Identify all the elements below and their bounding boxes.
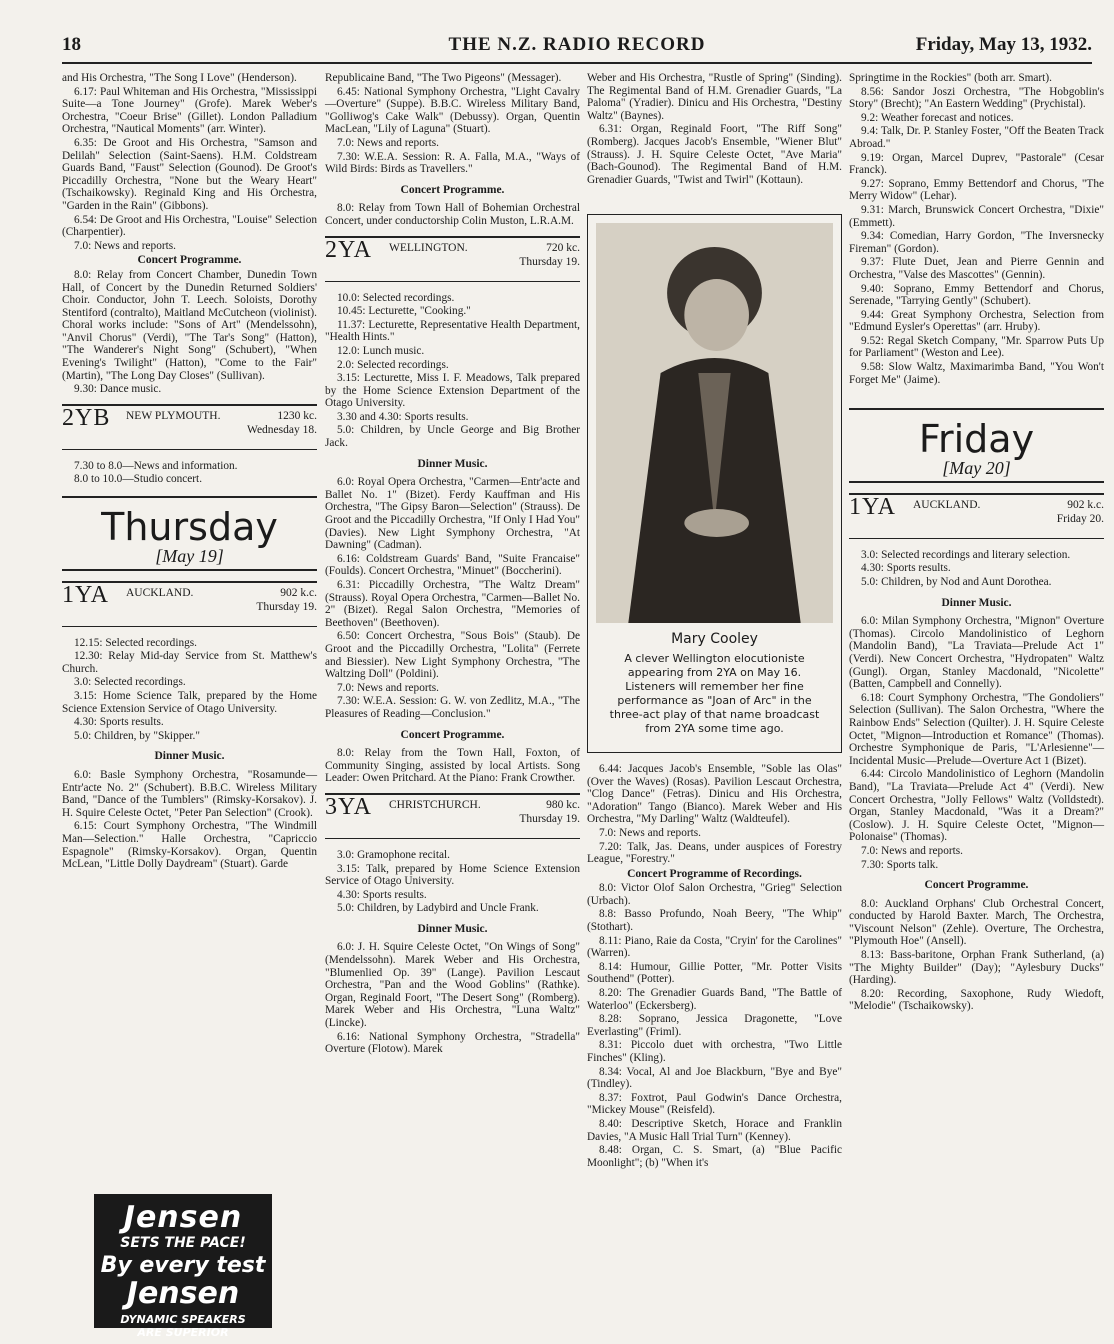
station-city: AUCKLAND. (913, 498, 981, 511)
section-heading: Concert Programme of Recordings. (627, 867, 802, 880)
ad-slogan: SETS THE PACE! (120, 1235, 246, 1251)
ad-brand: Jensen (123, 1200, 243, 1235)
station-header-2yb (62, 404, 317, 450)
ad-slogan-2: By every test (100, 1253, 266, 1278)
program-entry: 8.40: Descriptive Sketch, Horace and Franklin Davies, "A Music Hall Trial Turn" (Kenney). (587, 1117, 842, 1143)
program-entry: 6.35: De Groot and His Orchestra, "Samson and Delilah" Selection (Saint-Saens). H.M. Coldstream Guards Band, "Faust" Selection (Gounod). De Groot's Piccadilly Orchestra, "None but the Weary Heart" (Tschaikowsky). Reginald King and His Orchestra, "Garden in the Rain" (Gibbons). (62, 136, 317, 212)
program-entry: 9.52: Regal Sketch Company, "Mr. Sparrow Puts Up for Parliament" (Weston and Lee). (849, 334, 1104, 360)
program-entry: 9.40: Soprano, Emmy Bettendorf and Chorus, Serenade, "Tarrying Gently" (Schubert). (849, 282, 1104, 308)
program-entry: 6.0: Basle Symphony Orchestra, "Rosamunde—Entr'acte No. 2" (Schubert). B.B.C. Wireless Military Band, "Dance of the Tumblers" (Rimsky-Korsakov). J. H. Squire Celeste Octet, "Peter Pan Selection" (Crook). (62, 768, 317, 819)
program-entry: 7.0: News and reports. (861, 844, 963, 857)
program-entry: 3.15: Lecturette, Miss I. F. Meadows, Talk prepared by the Home Science Extension Department of the Otago University. (325, 372, 580, 410)
program-entry: 8.13: Bass-baritone, Orphan Frank Sutherland, (a) "The Mighty Builder" (Day); "Aylesbury Ducks" (Harding). (849, 949, 1104, 987)
program-entry: 6.44: Circolo Mandolinistico of Leghorn (Mandolin Band), "La Traviata—Prelude Act 4" (Verdi). New Concert Orchestra, "Jolly Fellows" Waltz (Volldstedt). Organ, Stanley Macdonald, "Was it a Dream?" (Coslow). J. H. Squire Celeste Octet, "Mignon—Polonaise" (Thomas). (849, 768, 1104, 844)
page-number: 18 (62, 34, 81, 55)
program-entry: 7.20: Talk, Jas. Deans, under auspices of Forestry League, "Forestry." (587, 840, 842, 866)
station-code: 2YB (62, 404, 111, 431)
program-entry: 7.0: News and reports. (337, 681, 439, 694)
program-entry: 9.2: Weather forecast and notices. (861, 111, 1014, 124)
column-2 (325, 72, 580, 1057)
program-entry: 7.30: Sports talk. (861, 858, 939, 871)
station-header-1ya-friday (849, 493, 1104, 539)
program-entry: 8.37: Foxtrot, Paul Godwin's Dance Orchestra, "Mickey Mouse" (Reisfeld). (587, 1091, 842, 1117)
program-entry: 8.20: Recording, Saxophone, Rudy Wiedoft, "Melodie" (Tschaikowsky). (849, 987, 1104, 1013)
program-entry: 6.0: J. H. Squire Celeste Octet, "On Wings of Song" (Mendelssohn). Marek Weber and His Orchestra, "Blumenlied Op. 39" (Lange). Pavilion Lescaut Orchestra, "Pan and the Wood Goblins" (Rathke). Organ, Reginald Foort, "The Desert Song" (Romberg). Marek Weber and His Orchestra, "Luna Waltz" (Lincke). (325, 941, 580, 1030)
program-entry: 2.0: Selected recordings. (337, 358, 449, 371)
program-entry: 3.0: Selected recordings and literary selection. (861, 548, 1071, 561)
program-entry: 9.4: Talk, Dr. P. Stanley Foster, "Off the Beaten Track Abroad." (849, 125, 1104, 150)
station-code: 1YA (849, 493, 897, 520)
day-name: Friday (918, 417, 1035, 462)
program-entry: 11.37: Lecturette, Representative Health Department, "Health Hints." (325, 318, 580, 344)
program-entry: 9.27: Soprano, Emmy Bettendorf and Chorus, "The Merry Widow" (Lehar). (849, 177, 1104, 203)
program-entry: 9.30: Dance music. (74, 383, 162, 396)
program-entry: 6.31: Piccadilly Orchestra, "The Waltz Dream" (Strauss). Royal Opera Orchestra, "Carmen—Ballet No. 2" (Bizet). Regal Salon Orchestra, "Memories of Beethoven" (Beethoven). (325, 579, 580, 629)
station-header-3ya (325, 793, 580, 839)
day-date: [May 20] (942, 458, 1011, 479)
program-entry: 12.30: Relay Mid-day Service from St. Matthew's Church. (62, 650, 317, 675)
program-entry: 6.0: Milan Symphony Orchestra, "Mignon" Overture (Thomas). Circolo Mandolinistico of Leghorn (Mandolin Band), "La Traviata—Prelude Act 1" (Verdi). New Concert Orchestra, "Hydropaten" Waltz (Gungl). Organ, Stanley Macdonald, "Nicolette" (Batten, Campbell and Connelly). (849, 615, 1104, 691)
program-entry: 8.31: Piccolo duet with orchestra, "Two Little Finches" (Kling). (587, 1039, 842, 1064)
section-heading: Concert Programme. (137, 254, 242, 267)
station-code: 2YA (325, 236, 373, 263)
column-4 (849, 72, 1104, 1014)
portrait-photo (596, 223, 833, 623)
station-frequency: 902 k.c. (280, 586, 317, 599)
program-entry: 7.0: News and reports. (599, 826, 701, 839)
program-entry: 8.8: Basso Profundo, Noah Beery, "The Whip" (Stothart). (587, 908, 842, 934)
program-entry: 8.0: Relay from the Town Hall, Foxton, of Community Singing, assisted by local Artists. Song Leader: Owen Pritchard. At the Piano: Frank Crowther. (325, 747, 580, 785)
program-entry: 8.0: Auckland Orphans' Club Orchestral Concert, conducted by Harold Baxter. March, The Orchestra, "Viscount Nelson" (Zehle). Overture, The Orchestra, "Plymouth Hoe" (Ansell). (849, 897, 1104, 948)
column-3 (587, 72, 842, 1170)
program-entry: 8.56: Sandor Joszi Orchestra, "The Hobgoblin's Story" (Brecht); "An Eastern Wedding" (Prychistal). (849, 85, 1104, 111)
program-entry: 7.30: W.E.A. Session: R. A. Falla, M.A., "Ways of Wild Birds: Birds as Travellers." (325, 150, 580, 176)
day-heading-friday (849, 408, 1104, 483)
section-heading: Dinner Music. (941, 596, 1012, 609)
program-entry: 10.45: Lecturette, "Cooking." (337, 305, 471, 318)
program-entry: 10.0: Selected recordings. (337, 291, 455, 304)
station-day: Thursday 19. (519, 255, 580, 268)
station-city: NEW PLYMOUTH. (126, 409, 221, 422)
program-entry: 6.54: De Groot and His Orchestra, "Louise" Selection (Charpentier). (62, 213, 317, 239)
station-frequency: 902 k.c. (1067, 498, 1104, 511)
program-entry: 8.28: Soprano, Jessica Dragonette, "Love Everlasting" (Friml). (587, 1013, 842, 1038)
day-date: [May 19] (155, 546, 224, 567)
program-entry: 6.45: National Symphony Orchestra, "Light Cavalry—Overture" (Suppe). B.B.C. Wireless Military Band, "Golliwog's Cake Walk" (Debussy). Organ, Quentin MacLean, "Lily of Laguna" (Stuart). (325, 85, 580, 136)
program-entry: 7.30: W.E.A. Session: G. W. von Zedlitz, M.A., "The Pleasures of Reading—Conclusion." (325, 695, 580, 720)
program-entry: 12.15: Selected recordings. (74, 636, 197, 649)
program-entry: 8.11: Piano, Raie da Costa, "Cryin' for the Carolines" (Warren). (587, 934, 842, 960)
program-entry: Springtime in the Rockies" (both arr. Smart). (849, 72, 1052, 84)
program-entry: 3.30 and 4.30: Sports results. (337, 410, 469, 423)
program-entry: 8.0: Victor Olof Salon Orchestra, "Grieg" Selection (Urbach). (587, 882, 842, 907)
program-entry: 6.16: Coldstream Guards' Band, "Suite Francaise" (Foulds). Concert Orchestra, "Minuet" (Boccherini). (325, 552, 580, 578)
section-heading: Concert Programme. (924, 879, 1029, 892)
ad-tagline: DYNAMIC SPEAKERS (120, 1313, 246, 1326)
program-entry: 9.44: Great Symphony Orchestra, Selection from "Edmund Eysler's Operettas" (arr. Hruby). (849, 308, 1104, 334)
program-entry: 5.0: Children, by Nod and Aunt Dorothea. (861, 576, 1052, 589)
program-entry: 7.0: News and reports. (74, 239, 176, 252)
station-city: WELLINGTON. (389, 241, 468, 254)
column-1 (62, 72, 317, 872)
program-entry: 3.0: Selected recordings. (74, 676, 186, 689)
program-entry: 5.0: Children, by "Skipper." (74, 729, 200, 742)
program-entry: 3.0: Gramophone recital. (337, 848, 450, 861)
program-entry: 3.15: Talk, prepared by Home Science Extension Service of Otago University. (325, 862, 580, 888)
program-entry: 8.0 to 10.0—Studio concert. (74, 473, 203, 486)
program-entry: 9.37: Flute Duet, Jean and Pierre Gennin and Orchestra, "Valse des Mascottes" (Gennin). (849, 256, 1104, 281)
program-entry: 4.30: Sports results. (74, 716, 164, 729)
ad-tagline-2: ARE SUPERIOR (137, 1326, 229, 1339)
program-entry: 8.20: The Grenadier Guards Band, "The Battle of Waterloo" (Eckersberg). (587, 987, 842, 1012)
program-entry: Republicaine Band, "The Two Pigeons" (Messager). (325, 72, 562, 84)
station-header-1ya (62, 581, 317, 627)
section-heading: Dinner Music. (417, 922, 488, 935)
program-entry: 3.15: Home Science Talk, prepared by the Home Science Extension Service of Otago University. (62, 690, 317, 715)
photo-caption-name: Mary Cooley (671, 631, 758, 648)
program-entry: 9.31: March, Brunswick Concert Orchestra, "Dixie" (Emmett). (849, 203, 1104, 229)
program-entry: 6.15: Court Symphony Orchestra, "The Windmill Man—Selection." Halle Orchestra, "Capriccio Espagnole" (Rimsky-Korsakov). Organ, Quentin McLean, "Little Dolly Daydream" (Stuart). Garde (62, 820, 317, 871)
station-day: Thursday 19. (519, 812, 580, 825)
station-code: 3YA (325, 793, 373, 820)
program-entry: 6.31: Organ, Reginald Foort, "The Riff Song" (Romberg). Jacques Jacob's Ensemble, "Wiener Blut" (Strauss). J. H. Squire Celeste Octet, "Ave Maria" (Bach-Gounod). The Regimental Band of H.M. Grenadier Guards, "Twist and Twirl" (Kottaun). (587, 123, 842, 186)
program-entry: 7.30 to 8.0—News and information. (74, 459, 238, 472)
photo-caption-text: A clever Wellington elocutioniste appearing from 2YA on May 16. Listeners will remember her fine performance as "Joan of Arc" in the three-act play of that name broadcast from 2YA some time ago. (609, 651, 820, 735)
page-header (62, 32, 1092, 64)
program-entry: 8.34: Vocal, Al and Joe Blackburn, "Bye and Bye" (Tindley). (587, 1065, 842, 1091)
program-entry: 9.58: Slow Waltz, Maximarimba Band, "You Won't Forget Me" (Jaime). (849, 361, 1104, 386)
portrait-image (596, 223, 833, 623)
station-header-2ya (325, 236, 580, 282)
program-entry: 4.30: Sports results. (861, 562, 951, 575)
jensen-advertisement (94, 1194, 272, 1339)
program-entry: 12.0: Lunch music. (337, 344, 425, 357)
program-entry: 8.48: Organ, C. S. Smart, (a) "Blue Pacific Moonlight"; (b) "When it's (587, 1144, 842, 1169)
program-entry: 5.0: Children, by Ladybird and Uncle Frank. (337, 902, 539, 915)
program-entry: Weber and His Orchestra, "Rustle of Spring" (Sinding). The Regimental Band of H.M. Grenadier Guards, "La Paloma" (Yradier). Dinicu and His Orchestra, "Destiny Waltz" (Baynes). (587, 72, 842, 122)
section-heading: Dinner Music. (154, 750, 225, 763)
station-city: AUCKLAND. (126, 586, 194, 599)
station-day: Friday 20. (1056, 512, 1104, 525)
photo-feature (587, 214, 842, 753)
station-code: 1YA (62, 581, 110, 608)
station-day: Wednesday 18. (247, 423, 317, 436)
program-entry: 6.18: Court Symphony Orchestra, "The Gondoliers" Selection (Sullivan). The Salon Orchestra, "Where the Rainbow Ends" Selection (Quilter). J. H. Squire Celeste Octet, "Mignon—Introduction et Romance" (Thomas). Orchestre Symphonique de Paris, "L'Arlesienne"—Incidental Music—Prelude—Overture Act 1 (Bizet). (849, 691, 1104, 767)
program-entry: 8.0: Relay from Town Hall of Bohemian Orchestral Concert, under conductorship Colin Muston, L.R.A.M. (325, 202, 580, 227)
issue-date: Friday, May 13, 1932. (915, 34, 1092, 55)
day-heading-thursday (62, 496, 317, 571)
section-heading: Dinner Music. (417, 457, 488, 470)
program-entry: 6.16: National Symphony Orchestra, "Stradella" Overture (Flotow). Marek (325, 1030, 580, 1056)
section-heading: Concert Programme. (400, 728, 505, 741)
program-entry: 8.0: Relay from Concert Chamber, Dunedin Town Hall, of Concert by the Dunedin Returned Soldiers' Choir. Conductor, John T. Leech. Soloists, Dorothy Stentiford (contralto), Maitland McCutcheon (violinist). Choral works include: "Sons of Art" (Mendelssohn), "Anvil Chorus" (Verdi), "The Tar's Song" (Hatton), "The Wanderer's Night Song" (Schubert), "When Evening's Twilight" (Hatton), "Come to the Fair" (Martin), "The Long Day Closes" (Sullivan). (62, 268, 317, 382)
program-entry: 9.34: Comedian, Harry Gordon, "The Inversnecky Fireman" (Gordon). (849, 230, 1104, 255)
program-entry: 8.14: Humour, Gillie Potter, "Mr. Potter Visits Southend" (Potter). (587, 960, 842, 986)
day-name: Thursday (101, 505, 278, 550)
publication-title: THE N.Z. RADIO RECORD (448, 34, 706, 55)
ad-brand-2: Jensen (126, 1276, 240, 1311)
station-frequency: 1230 kc. (277, 409, 317, 422)
program-entry: 6.50: Concert Orchestra, "Sous Bois" (Staub). De Groot and the Piccadilly Orchestra, "Lolita" (Ferrete and Biessier). New Light Symphony Orchestra, "The Waltzing Doll" (Poldini). (325, 630, 580, 681)
program-entry: 6.0: Royal Opera Orchestra, "Carmen—Entr'acte and Ballet No. 1" (Bizet). Ferdy Kauffman and His Orchestra, "The Gipsy Baron—Selection" (Strauss). De Groot and the Piccadilly Orchestra, "If Only I Had You" (Davies). New Light Symphony Orchestra, "At Dawning" (Cadman). (325, 476, 580, 552)
station-city: CHRISTCHURCH. (389, 798, 481, 811)
program-entry: 7.0: News and reports. (337, 136, 439, 149)
program-entry: 6.17: Paul Whiteman and His Orchestra, "Mississippi Suite—a Tone Journey" (Grofe). Marek Weber's Orchestra, "Coeur Brise" (Gillet). London Palladium Orchestra, "Nautical Moments" (arr. Winter). (62, 85, 317, 136)
program-entry: 9.19: Organ, Marcel Duprev, "Pastorale" (Cesar Franck). (849, 151, 1104, 177)
station-day: Thursday 19. (256, 600, 317, 613)
program-entry: 6.44: Jacques Jacob's Ensemble, "Soble las Olas" (Over the Waves) (Rosas). Pavilion Lescaut Orchestra, "Clog Dance" (Fetras). Dinicu and His Orchestra, "Adoration" Tango (Bianco). Marek Weber and His Orchestra, "My Darling" Waltz (Waldteufel). (587, 762, 842, 826)
program-entry: and His Orchestra, "The Song I Love" (Henderson). (62, 72, 297, 84)
program-entry: 4.30: Sports results. (337, 888, 427, 901)
station-frequency: 980 kc. (546, 798, 580, 811)
program-entry: 5.0: Children, by Uncle George and Big Brother Jack. (325, 424, 580, 450)
section-heading: Concert Programme. (400, 183, 505, 196)
station-frequency: 720 kc. (546, 241, 580, 254)
